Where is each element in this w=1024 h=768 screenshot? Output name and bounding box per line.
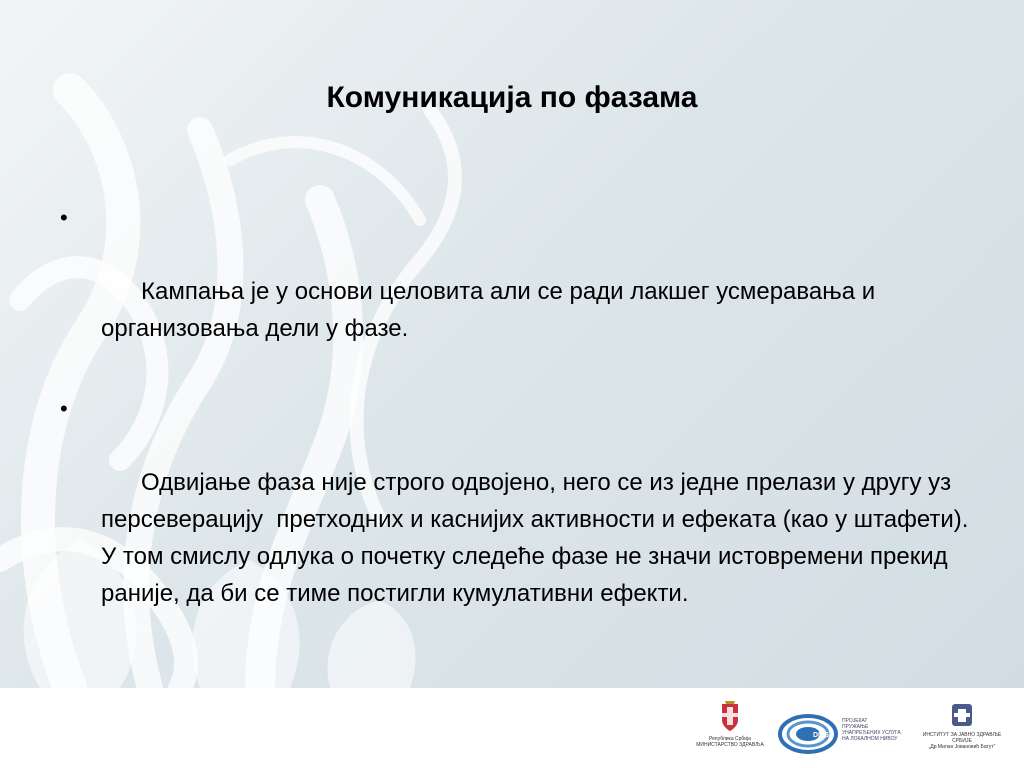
dils-logo-text: ПРОЈЕКАТ ПРУЖАЊЕ УНАПРЕЂЕНИХ УСЛУГА НА ЛОКАЛНОМ НИВОУ [842,718,901,742]
serbia-coat-of-arms-icon [694,700,766,734]
ministry-logo-text: Република Србија МИНИСТАРСТВО ЗДРАВЉА [696,736,764,748]
bullet-symbol: • [60,205,68,230]
institute-emblem-icon [920,700,1004,730]
ministry-of-health-logo [694,700,766,752]
slide-title: Комуникација по фазама [326,81,698,114]
public-health-institute-logo [920,700,1004,752]
institute-logo-text: ИНСТИТУТ ЗА ЈАВНО ЗДРАВЉЕ СРБИЈЕ „Др Милан Јовановић Батут“ [922,732,1002,750]
bullet-text: Кампања је у основи целовита али се ради лакшег усмеравања и организовања дели у фазе. [101,278,882,342]
bullet-item [60,390,980,649]
bullet-item [60,199,980,384]
dils-logo-icon [778,712,838,756]
bullet-text: Одвијање фаза није строго одвојено, него се из једне прелази у другу уз персеверацију претходних и каснијих активности и ефеката (као у штафети). У том смислу одлука о почетку следеће фазе не значи истовремени прекид раније, да би се тиме постигли кумулативни ефекти. [101,469,976,607]
dils-project-logo [778,712,901,756]
bullet-symbol: • [60,396,68,421]
bullet-list [60,199,980,655]
dils-badge-text: DILS [813,732,829,739]
